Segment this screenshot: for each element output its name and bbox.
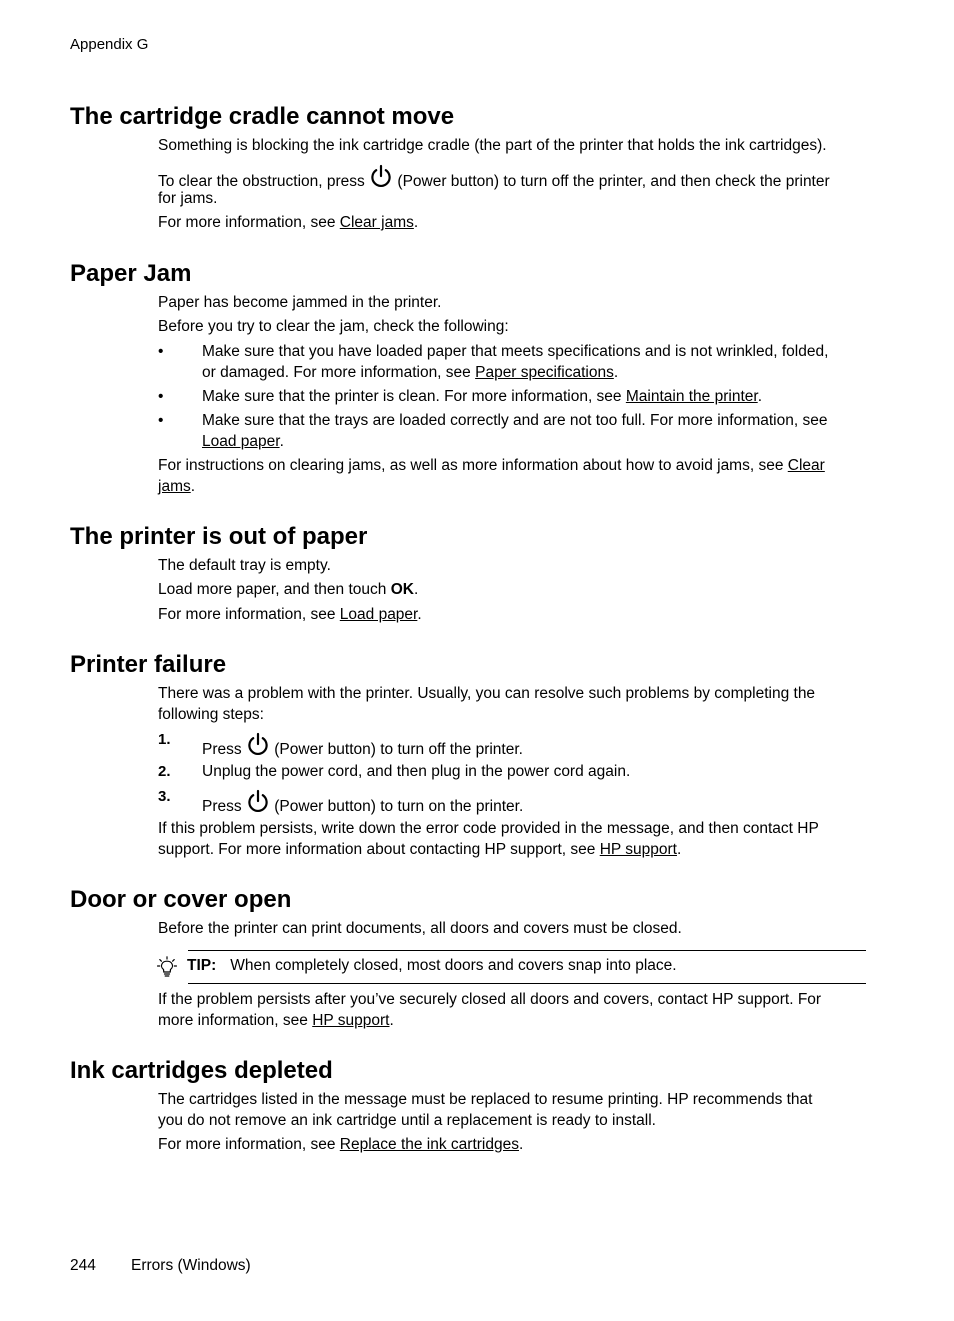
- link-load-paper[interactable]: Load paper: [339, 606, 418, 623]
- paragraph: The cartridges listed in the message must be replaced to resume printing. HP recommends that you do not remove an ink cartridge until a replacement is ready to install.: [158, 1091, 813, 1129]
- paragraph: Before the printer can print documents, all doors and covers must be closed.: [158, 920, 682, 937]
- list-item: Make sure that you have loaded paper that meets specifications and is not wrinkled, folded, or damaged. For more information, see Paper specifications.: [202, 343, 829, 381]
- lightbulb-icon: [157, 956, 177, 978]
- section-title-printer-failure: Printer failure: [70, 651, 227, 678]
- paragraph: For instructions on clearing jams, as well as more information about how to avoid jams, see Clear jams.: [158, 457, 825, 495]
- tip-box: [187, 955, 677, 976]
- paragraph: for jams.: [158, 190, 218, 207]
- step: Press (Power button) to turn on the printer.: [202, 789, 867, 817]
- footer-section: Errors (Windows): [131, 1257, 251, 1274]
- paragraph: For more information, see Load paper.: [158, 606, 422, 623]
- step: Press (Power button) to turn off the printer.: [202, 732, 867, 760]
- paragraph: The default tray is empty.: [158, 557, 331, 574]
- link-clear-jams[interactable]: Clear jams: [339, 214, 414, 231]
- paragraph: If the problem persists after you’ve securely closed all doors and covers, contact HP support. For more information, see HP support.: [158, 991, 822, 1029]
- section-title-ink-depleted: Ink cartridges depleted: [70, 1057, 333, 1084]
- paragraph: Load more paper, and then touch OK.: [158, 581, 419, 598]
- step-number: 3.: [158, 788, 171, 805]
- link-replace-ink-cartridges[interactable]: Replace the ink cartridges: [339, 1136, 519, 1153]
- bullet: •: [158, 343, 164, 360]
- paragraph: For more information, see Clear jams.: [158, 214, 419, 231]
- bullet: •: [158, 412, 164, 429]
- section-title-out-of-paper: The printer is out of paper: [70, 523, 368, 550]
- step-number: 1.: [158, 731, 171, 748]
- link-maintain-printer[interactable]: Maintain the printer: [625, 388, 758, 405]
- tip-rule-bottom: [188, 983, 866, 984]
- power-icon: [246, 732, 270, 758]
- section-title-cartridge-cradle: The cartridge cradle cannot move: [70, 103, 455, 130]
- power-icon: [369, 164, 393, 190]
- link-hp-support[interactable]: HP support: [312, 1012, 390, 1029]
- tip-label: TIP:: [187, 957, 217, 974]
- step-number: 2.: [158, 763, 171, 780]
- section-title-paper-jam: Paper Jam: [70, 260, 192, 287]
- paragraph: There was a problem with the printer. Usually, you can resolve such problems by completing the following steps:: [158, 685, 816, 723]
- link-paper-specifications[interactable]: Paper specifications: [475, 364, 614, 381]
- list-item: Make sure that the printer is clean. For more information, see Maintain the printer.: [202, 388, 762, 405]
- paragraph: Paper has become jammed in the printer.: [158, 294, 442, 311]
- step: Unplug the power cord, and then plug in the power cord again.: [202, 763, 631, 780]
- power-icon: [246, 789, 270, 815]
- link-hp-support[interactable]: HP support: [599, 841, 677, 858]
- link-clear-jams[interactable]: jams: [158, 478, 191, 495]
- page-number: 244: [70, 1257, 96, 1274]
- list-item: Make sure that the trays are loaded correctly and are not too full. For more information, see Load paper.: [202, 412, 828, 450]
- link-clear-jams[interactable]: Clear: [787, 457, 825, 474]
- tip-text: When completely closed, most doors and covers snap into place.: [230, 957, 677, 974]
- paragraph: Before you try to clear the jam, check the following:: [158, 318, 509, 335]
- running-header: Appendix G: [70, 36, 149, 53]
- paragraph: To clear the obstruction, press (Power button) to turn off the printer, and then check the printer: [158, 164, 868, 192]
- paragraph: For more information, see Replace the ink cartridges.: [158, 1136, 524, 1153]
- section-title-door-open: Door or cover open: [70, 886, 292, 913]
- bullet: •: [158, 388, 164, 405]
- link-load-paper[interactable]: Load paper: [202, 433, 280, 450]
- paragraph: Something is blocking the ink cartridge cradle (the part of the printer that holds the ink cartridges).: [158, 137, 827, 154]
- tip-rule-top: [188, 950, 866, 951]
- ok-label: OK: [390, 581, 414, 598]
- paragraph: If this problem persists, write down the error code provided in the message, and then contact HP support. For more information about contacting HP support, see HP support.: [158, 820, 819, 858]
